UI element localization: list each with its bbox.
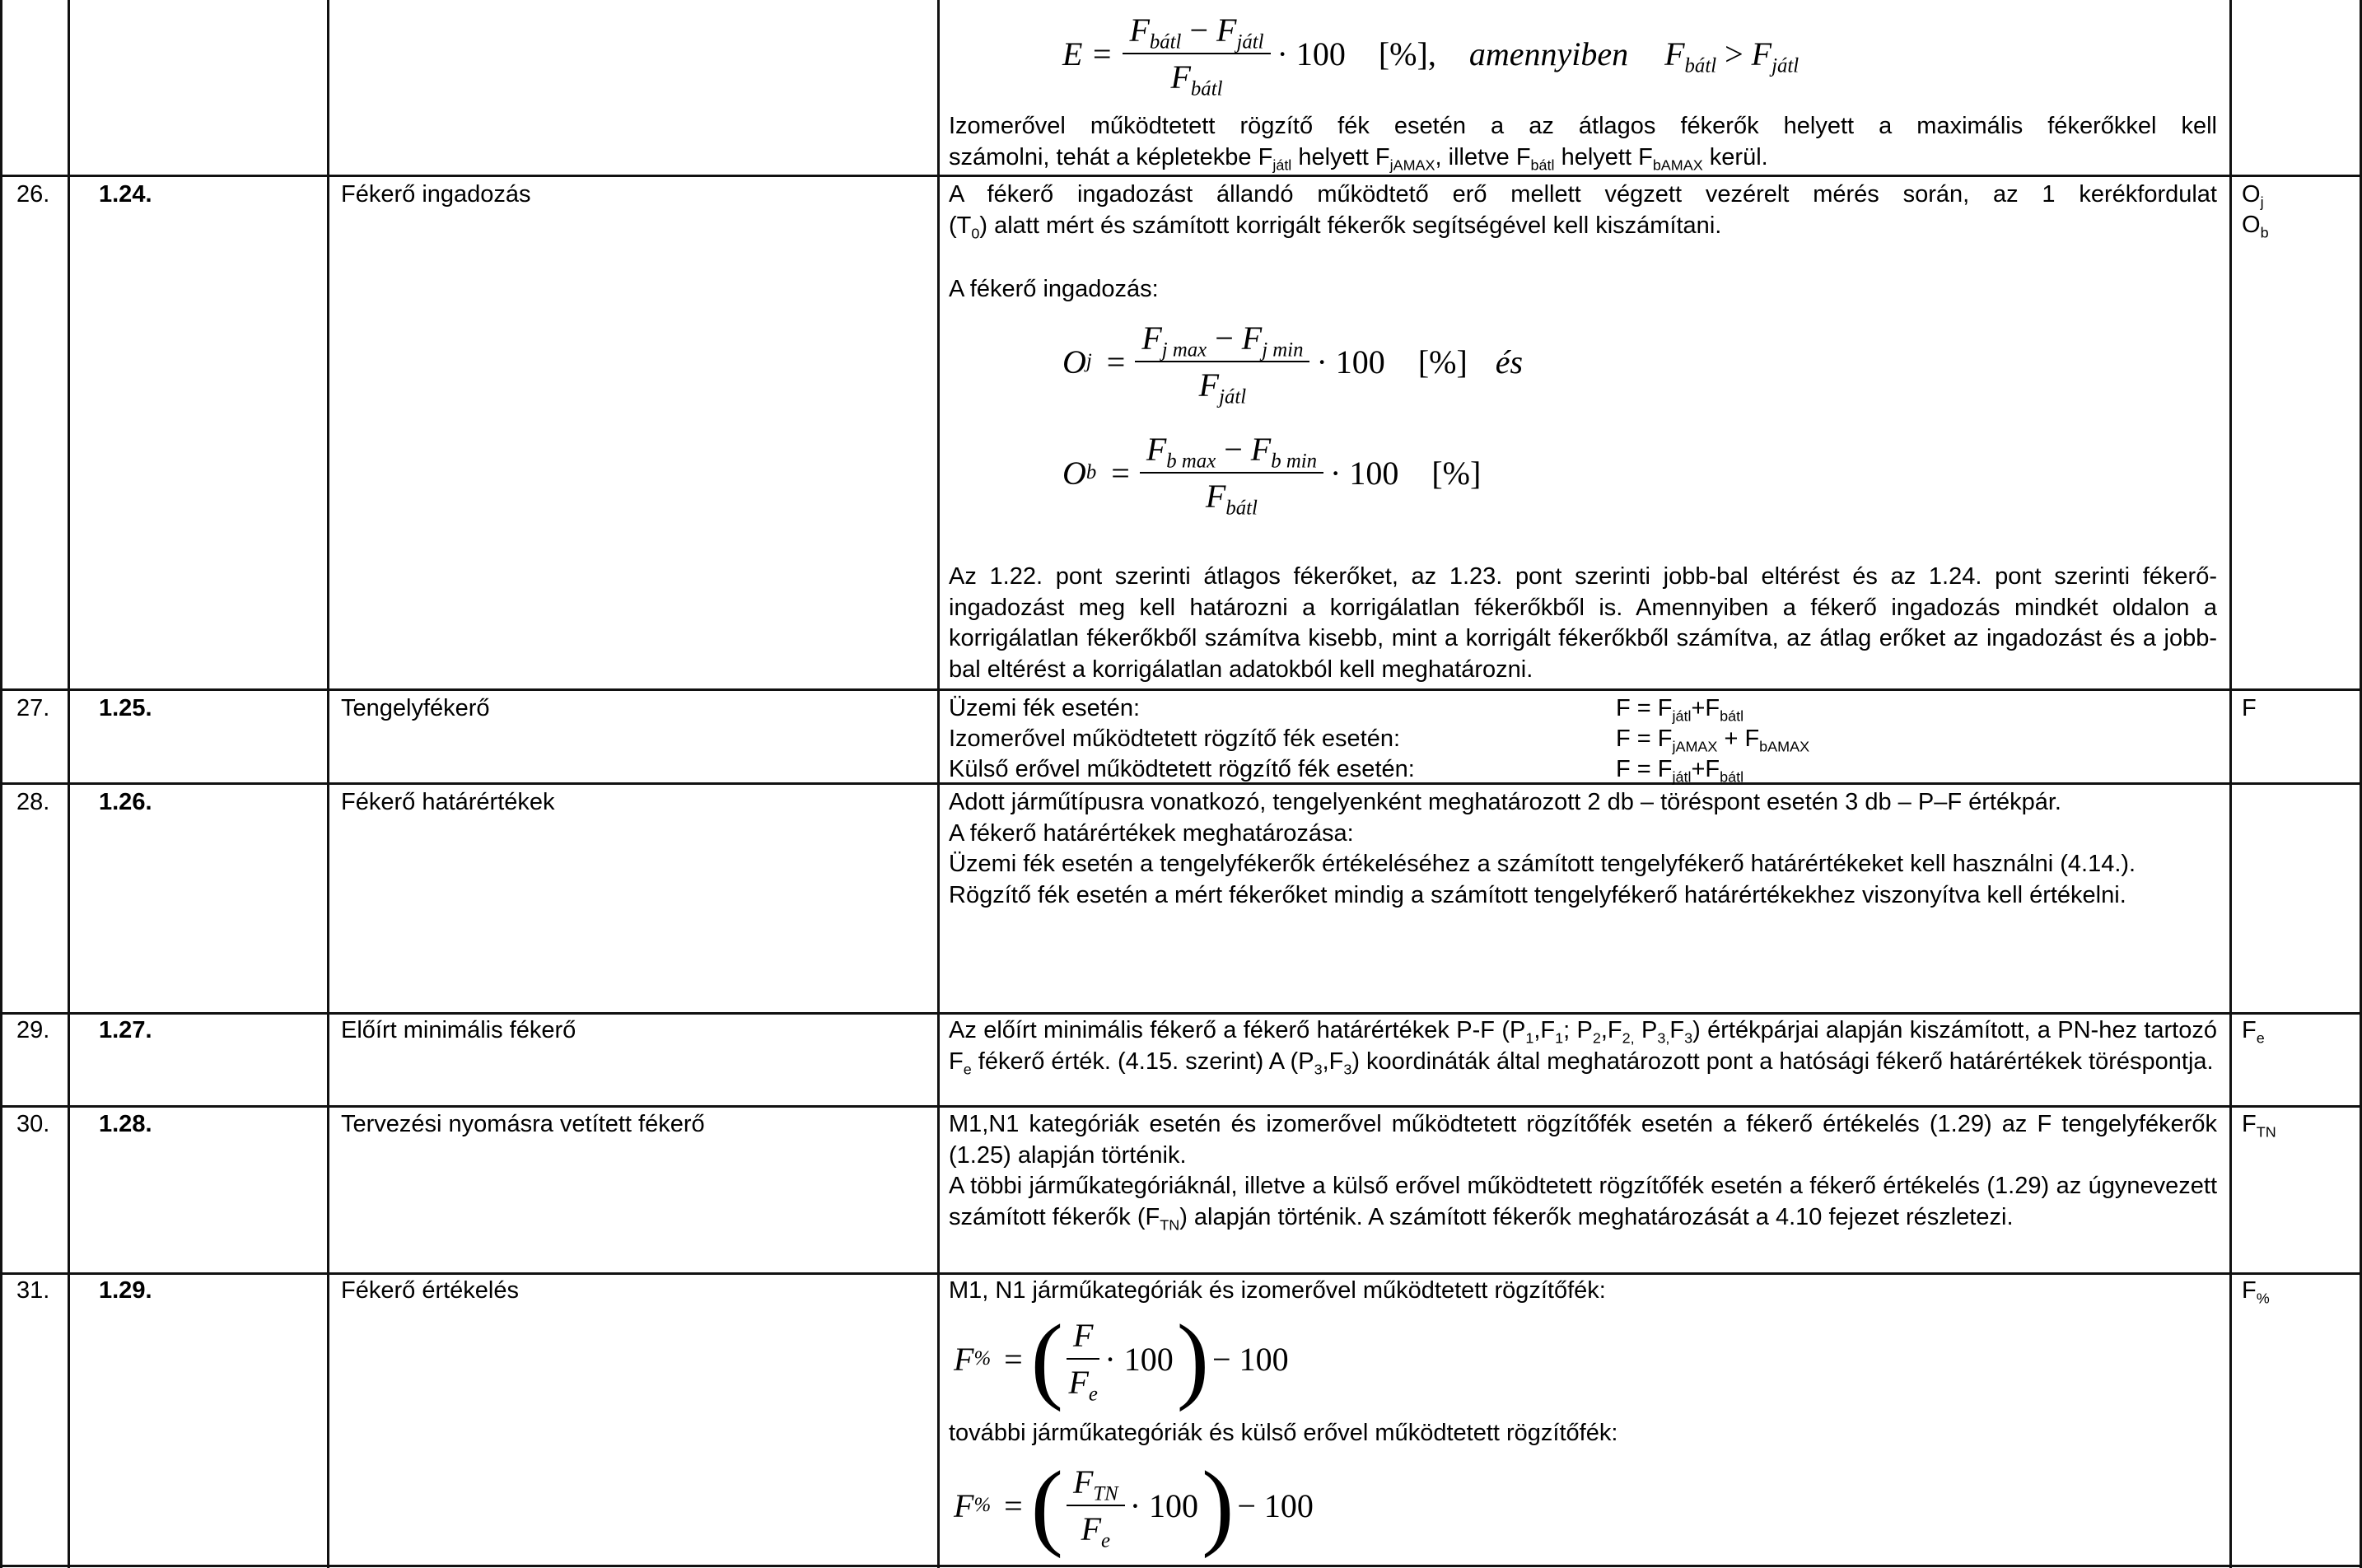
section-code: 1.24. bbox=[99, 181, 152, 208]
formula-intro: A fékerő ingadozás: bbox=[949, 276, 1159, 302]
brake-case-formula: $F = F_{játl}+F_{bátl}$ bbox=[1616, 756, 1744, 786]
formula-oj-fraction: $\frac{F_{j max} - F_{j min}}{F_{játl}}$ bbox=[1135, 319, 1309, 404]
row-number: 26. bbox=[16, 181, 50, 208]
term-name: Tengelyfékerő bbox=[341, 695, 490, 721]
term-name: Fékerő értékelés bbox=[341, 1277, 519, 1304]
brake-case-label: Külső erővel működtetett rögzítő fék esetén: bbox=[949, 756, 1415, 782]
formula-f-percent-1: F % = ( $\frac{F}{F_e}$ · 100 ) − 100 bbox=[954, 1304, 1289, 1412]
symbol: $F_{TN}$ bbox=[2242, 1111, 2276, 1141]
brake-case-label: Üzemi fék esetén: bbox=[949, 695, 1141, 721]
term-note: Az 1.22. pont szerinti átlagos fékerőket, az 1.23. pont szerinti jobb-bal eltérést és az 1.24. pont szerinti fékerő-ingadozást meg kell határozni a korrigálatlan fékerőkből is. Amennyiben a fékerő ingadozás mindkét oldalon a korrigálatlan fékerőkből számítva kisebb, mint a korrigált fékerőkből számítva, az átlag erőket az ingadozást és a jobb-bal eltérést a korrigálatlan adatokból kell meghatározni. bbox=[949, 563, 2217, 683]
term-description: A fékerő ingadozást állandó működtető erő mellett végzett vezérelt mérés során, az 1 kerékfordulat $(T_0)$ alatt mért és számított korrigált fékerők segítségével kell kiszámítani. bbox=[949, 181, 2217, 241]
row-number: 30. bbox=[16, 1111, 50, 1137]
formula-f-percent-2: F % = ( $\frac{F_{TN}}{F_e}$ · 100 ) − 100 bbox=[954, 1451, 1314, 1559]
term-description: M1,N1 kategóriák esetén és izomerővel működtetett rögzítőfék esetén a fékerő értékelés (1.29) az F tengelyfékerők (1.25) alapján történik. A többi járműkategóriáknál, illetve a külső erővel működtetett rögzítőfék esetén a fékerő értékelés (1.29) az úgynevezett számított fékerők $(F_{TN})$ alapján történik. A számított fékerők meghatározását a 4.10 fejezet részletezi. bbox=[949, 1111, 2217, 1233]
symbol: $F_e$ bbox=[2242, 1017, 2265, 1047]
formula-e: E = $\frac{F_{bátl} - F_{játl}}{F_{bátl}}$ · 100 [%], amennyiben $F_{bátl} > F_{játl}$ bbox=[1062, 12, 1800, 100]
continuation-line-2: számolni, tehát a képletekbe $F_{játl}$ helyett $F_{jAMAX}$, illetve $F_{bátl}$ helyett $F_{bAMAX}$ kerül. bbox=[949, 143, 1768, 173]
row-divider bbox=[0, 175, 2362, 177]
formula-ob-fraction: $\frac{F_{b max} - F_{b min}}{F_{bátl}}$ bbox=[1140, 430, 1323, 516]
table-border-bottom bbox=[0, 1565, 2362, 1567]
section-code: 1.27. bbox=[99, 1017, 152, 1043]
row-number: 28. bbox=[16, 789, 50, 815]
formula-f2-fraction: $\frac{F_{TN}}{F_e}$ bbox=[1067, 1463, 1125, 1548]
symbol: F bbox=[2242, 695, 2257, 721]
formula-e-lhs: E = bbox=[1062, 35, 1113, 72]
row-divider bbox=[0, 688, 2362, 691]
term-description: Az előírt minimális fékerő a fékerő határértékek P-F ($P_1,F_1$; $P_2,F_{2,}$ $P_{3,}F_3$) értékpárjai alapján kiszámított, a PN-hez tartozó $F_e$ fékerő érték. (4.15. szerint) A $(P_3,F_3)$ koordináták által meghatározott pont a hatósági fékerő határértékek töréspontja. bbox=[949, 1017, 2217, 1077]
formula-f1-fraction: $\frac{F}{F_e}$ bbox=[1067, 1316, 1099, 1402]
formula-intro: további járműkategóriák és külső erővel működtetett rögzítőfék: bbox=[949, 1420, 1618, 1446]
brake-case-formula: $F = F_{játl}+F_{bátl}$ bbox=[1616, 695, 1744, 725]
brake-case-label: Izomerővel működtetett rögzítő fék esetén: bbox=[949, 726, 1401, 752]
section-code: 1.28. bbox=[99, 1111, 152, 1137]
symbol: $O_j$ bbox=[2242, 181, 2264, 211]
row-number: 31. bbox=[16, 1277, 50, 1304]
brake-case-formula: $F = F_{jAMAX} + F_{bAMAX}$ bbox=[1616, 726, 1810, 755]
formula-oj: O j = $\frac{F_{j max} - F_{j min}}{F_{játl}}$ · 100 [%] és bbox=[1062, 320, 1524, 408]
term-name: Fékerő határértékek bbox=[341, 789, 555, 815]
formula-intro: M1, N1 járműkategóriák és izomerővel működtetett rögzítőfék: bbox=[949, 1277, 1606, 1304]
row-divider bbox=[0, 1012, 2362, 1015]
continuation-text bbox=[949, 111, 2217, 173]
symbol: $O_b$ bbox=[2242, 212, 2269, 241]
formula-e-fraction: $\frac{F_{bátl} - F_{játl}}{F_{bátl}}$ bbox=[1123, 11, 1270, 96]
symbol: $F_{\%}$ bbox=[2242, 1277, 2270, 1307]
term-name: Előírt minimális fékerő bbox=[341, 1017, 576, 1043]
row-number: 29. bbox=[16, 1017, 50, 1043]
term-name: Tervezési nyomásra vetített fékerő bbox=[341, 1111, 705, 1137]
term-description: Adott járműtípusra vonatkozó, tengelyenként meghatározott 2 db – töréspont esetén 3 db – P–F értékpár. A fékerő határértékek meghatározása: Üzemi fék esetén a tengelyfékerők értékeléséhez a számított tengelyfékerő határértékeket kell használni (4.14.). Rögzítő fék esetén a mért fékerőket mindig a számított tengelyfékerő határértékekhez viszonyítva kell értékelni. bbox=[949, 789, 2136, 908]
term-name: Fékerő ingadozás bbox=[341, 181, 531, 208]
section-code: 1.26. bbox=[99, 789, 152, 815]
formula-ob: O b = $\frac{F_{b max} - F_{b min}}{F_{bátl}}$ · 100 [%] bbox=[1062, 431, 1482, 520]
continuation-line-1: Izomerővel működtetett rögzítő fék esetén a az átlagos fékerők helyett a maximális fékerőkkel kell bbox=[949, 113, 2217, 139]
section-code: 1.25. bbox=[99, 695, 152, 721]
section-code: 1.29. bbox=[99, 1277, 152, 1304]
row-number: 27. bbox=[16, 695, 50, 721]
row-divider bbox=[0, 1272, 2362, 1275]
row-divider bbox=[0, 1105, 2362, 1108]
